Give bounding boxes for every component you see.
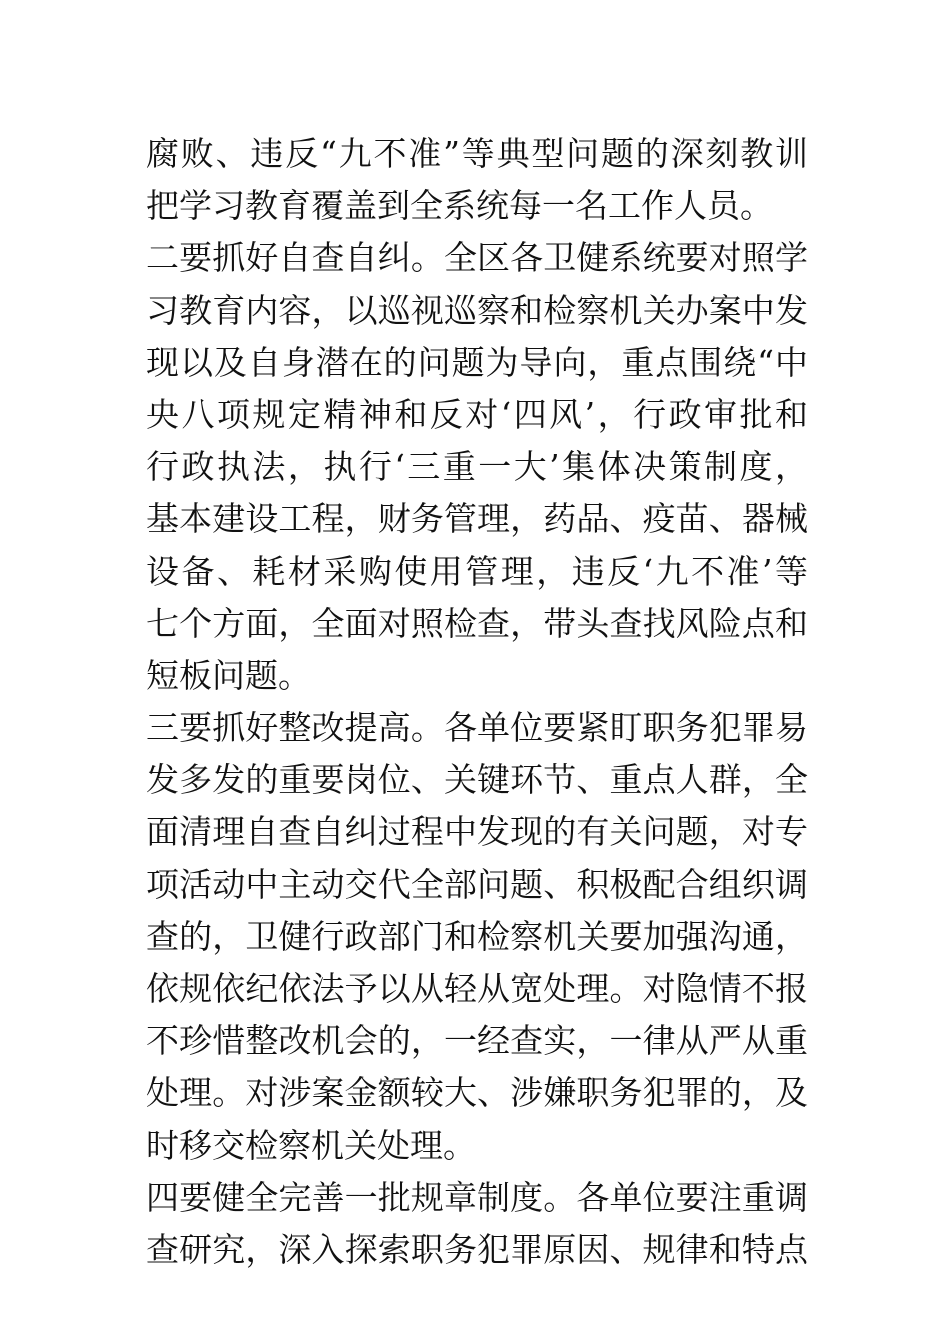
- text-line: 二要抓好自查自纠。全区各卫健系统要对照学: [146, 238, 808, 278]
- text-line: 设备、耗材采购使用管理，违反‘九不准’等: [146, 551, 808, 591]
- text-line: 基本建设工程，财务管理，药品、疫苗、器械: [146, 499, 808, 539]
- text-line: 查研究，深入探索职务犯罪原因、规律和特点: [146, 1229, 808, 1269]
- text-line: 习教育内容，以巡视巡察和检察机关办案中发: [146, 290, 808, 330]
- text-line: 四要健全完善一批规章制度。各单位要注重调: [146, 1177, 808, 1217]
- text-line: 依规依纪依法予以从轻从宽处理。对隐情不报: [146, 969, 808, 1008]
- text-line: 把学习教育覆盖到全系统每一名工作人员。: [146, 186, 773, 226]
- text-line: 三要抓好整改提高。各单位要紧盯职务犯罪易: [146, 708, 808, 748]
- text-line: 发多发的重要岗位、关键环节、重点人群，全: [146, 760, 808, 800]
- document-body: [146, 128, 808, 1276]
- text-line: 腐败、违反“九不准”等典型问题的深刻教训: [146, 134, 808, 173]
- text-line: 面清理自查自纠过程中发现的有关问题，对专: [146, 812, 808, 852]
- text-line: 央八项规定精神和反对‘四风’，行政审批和: [146, 394, 808, 434]
- text-line: 时移交检察机关处理。: [146, 1125, 476, 1165]
- text-line: 项活动中主动交代全部问题、积极配合组织调: [146, 864, 808, 904]
- text-line: 行政执法，执行‘三重一大’集体决策制度，: [146, 447, 808, 487]
- text-line: 查的，卫健行政部门和检察机关要加强沟通，: [146, 916, 808, 956]
- text-line: 不珍惜整改机会的，一经查实，一律从严从重: [146, 1021, 808, 1061]
- text-line: 现以及自身潜在的问题为导向，重点围绕“中: [146, 342, 808, 382]
- text-line: 七个方面，全面对照检查，带头查找风险点和: [146, 603, 808, 643]
- text-line: 处理。对涉案金额较大、涉嫌职务犯罪的，及: [146, 1073, 808, 1113]
- text-line: 短板问题。: [146, 655, 311, 695]
